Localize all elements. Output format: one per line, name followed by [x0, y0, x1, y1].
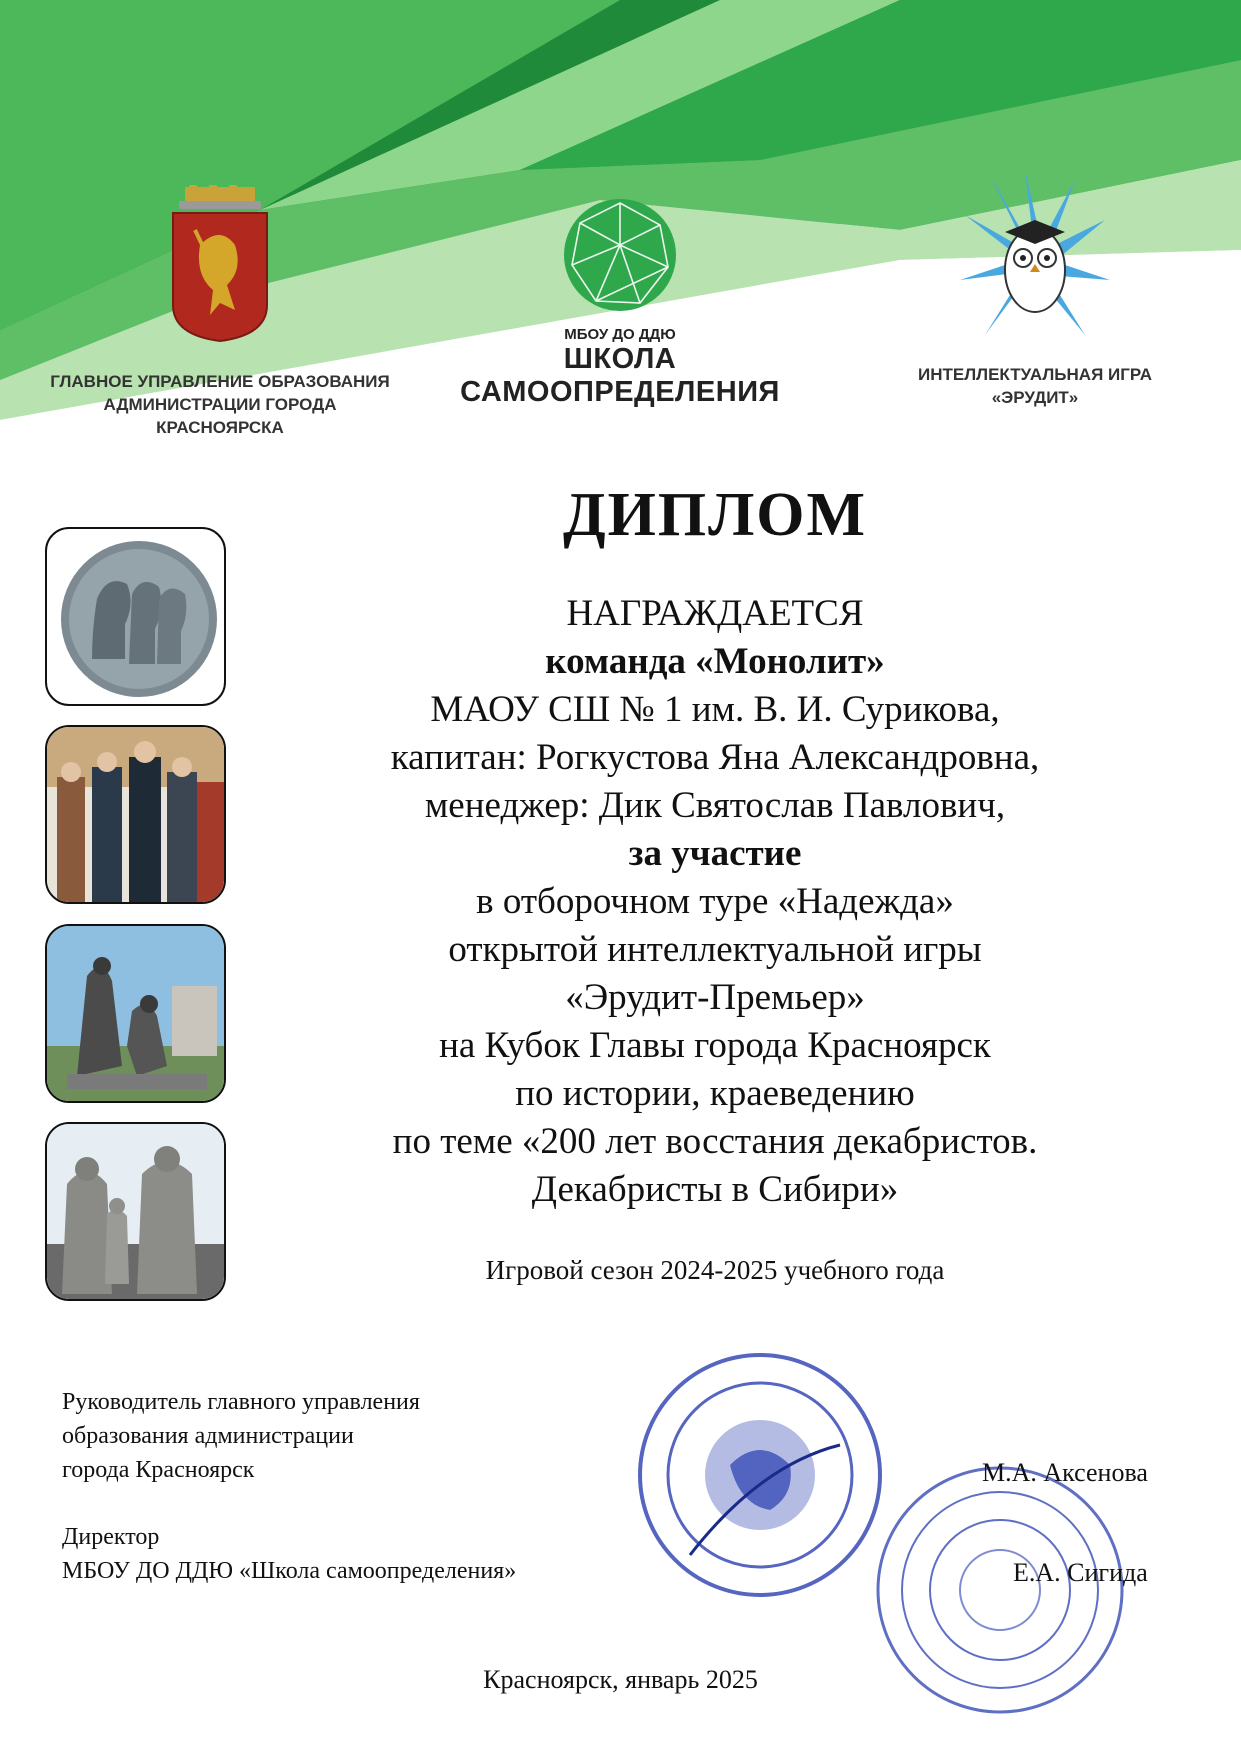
director-signature-title — [62, 1520, 516, 1588]
diploma-body — [300, 590, 1130, 1214]
director-signer-name: Е.А. Сигида — [1013, 1558, 1148, 1587]
captain-line: капитан: Рогкустова Яна Александровна, — [390, 737, 1040, 778]
body-line-1: в отборочном туре «Надежда» — [476, 881, 954, 922]
logo-right-line-1: ИНТЕЛЛЕКТУАЛЬНАЯ ИГРА — [918, 365, 1152, 384]
director-title-line-2: МБОУ ДО ДДЮ «Школа самоопределения» — [62, 1558, 517, 1584]
manager-line: менеджер: Дик Святослав Павлович, — [424, 785, 1006, 826]
director-title-line-1: Директор — [62, 1524, 160, 1550]
logo-erudit-game — [870, 160, 1200, 409]
head-title-line-1: Руководитель главного управления — [62, 1389, 420, 1415]
green-sphere-logo-icon — [560, 195, 680, 315]
awarded-label: НАГРАЖДАЕТСЯ — [566, 593, 864, 634]
logo-center-small: МБОУ ДО ДДЮ — [564, 326, 676, 343]
head-title-line-2: образования администрации — [62, 1423, 354, 1449]
team-name: команда «Монолит» — [545, 641, 885, 682]
photo-decembrists-painting — [45, 725, 226, 904]
head-title-line-3: города Красноярск — [62, 1457, 255, 1483]
photo-monument-couple — [45, 924, 226, 1103]
body-line-2: открытой интеллектуальной игры — [448, 929, 982, 970]
season-line: Игровой сезон 2024-2025 учебного года — [485, 1255, 945, 1285]
head-signature-title — [62, 1385, 420, 1487]
body-line-6: по теме «200 лет восстания декабристов. — [392, 1121, 1038, 1162]
logo-center-line-1: ШКОЛА — [563, 343, 677, 375]
logo-right-line-2: «ЭРУДИТ» — [991, 388, 1079, 407]
logo-left-line-2: АДМИНИСТРАЦИИ ГОРОДА — [103, 395, 337, 414]
logo-left-line-3: КРАСНОЯРСКА — [156, 418, 284, 437]
school-name: МАОУ СШ № 1 им. В. И. Сурикова, — [430, 689, 1000, 730]
owl-erudit-logo-icon — [955, 160, 1115, 350]
reason-label: за участие — [628, 833, 802, 874]
logo-school — [430, 195, 810, 409]
logo-education-department — [30, 185, 410, 439]
body-line-3: «Эрудит-Премьер» — [565, 977, 865, 1018]
photo-monument-family — [45, 1122, 226, 1301]
logo-center-line-2: САМООПРЕДЕЛЕНИЯ — [460, 376, 780, 408]
admin-seal-stamp-icon — [630, 1345, 890, 1605]
logo-left-line-1: ГЛАВНОЕ УПРАВЛЕНИЕ ОБРАЗОВАНИЯ — [50, 372, 390, 391]
body-line-7: Декабристы в Сибири» — [531, 1169, 899, 1210]
head-signer-name: М.А. Аксенова — [982, 1458, 1148, 1487]
page-title: ДИПЛОМ — [562, 481, 868, 549]
krasnoyarsk-coat-of-arms-icon — [165, 185, 275, 345]
photo-decembrists-medallion — [45, 527, 226, 706]
body-line-4: на Кубок Главы города Красноярск — [439, 1025, 991, 1066]
place-date: Красноярск, январь 2025 — [483, 1665, 758, 1694]
body-line-5: по истории, краеведению — [515, 1073, 915, 1114]
